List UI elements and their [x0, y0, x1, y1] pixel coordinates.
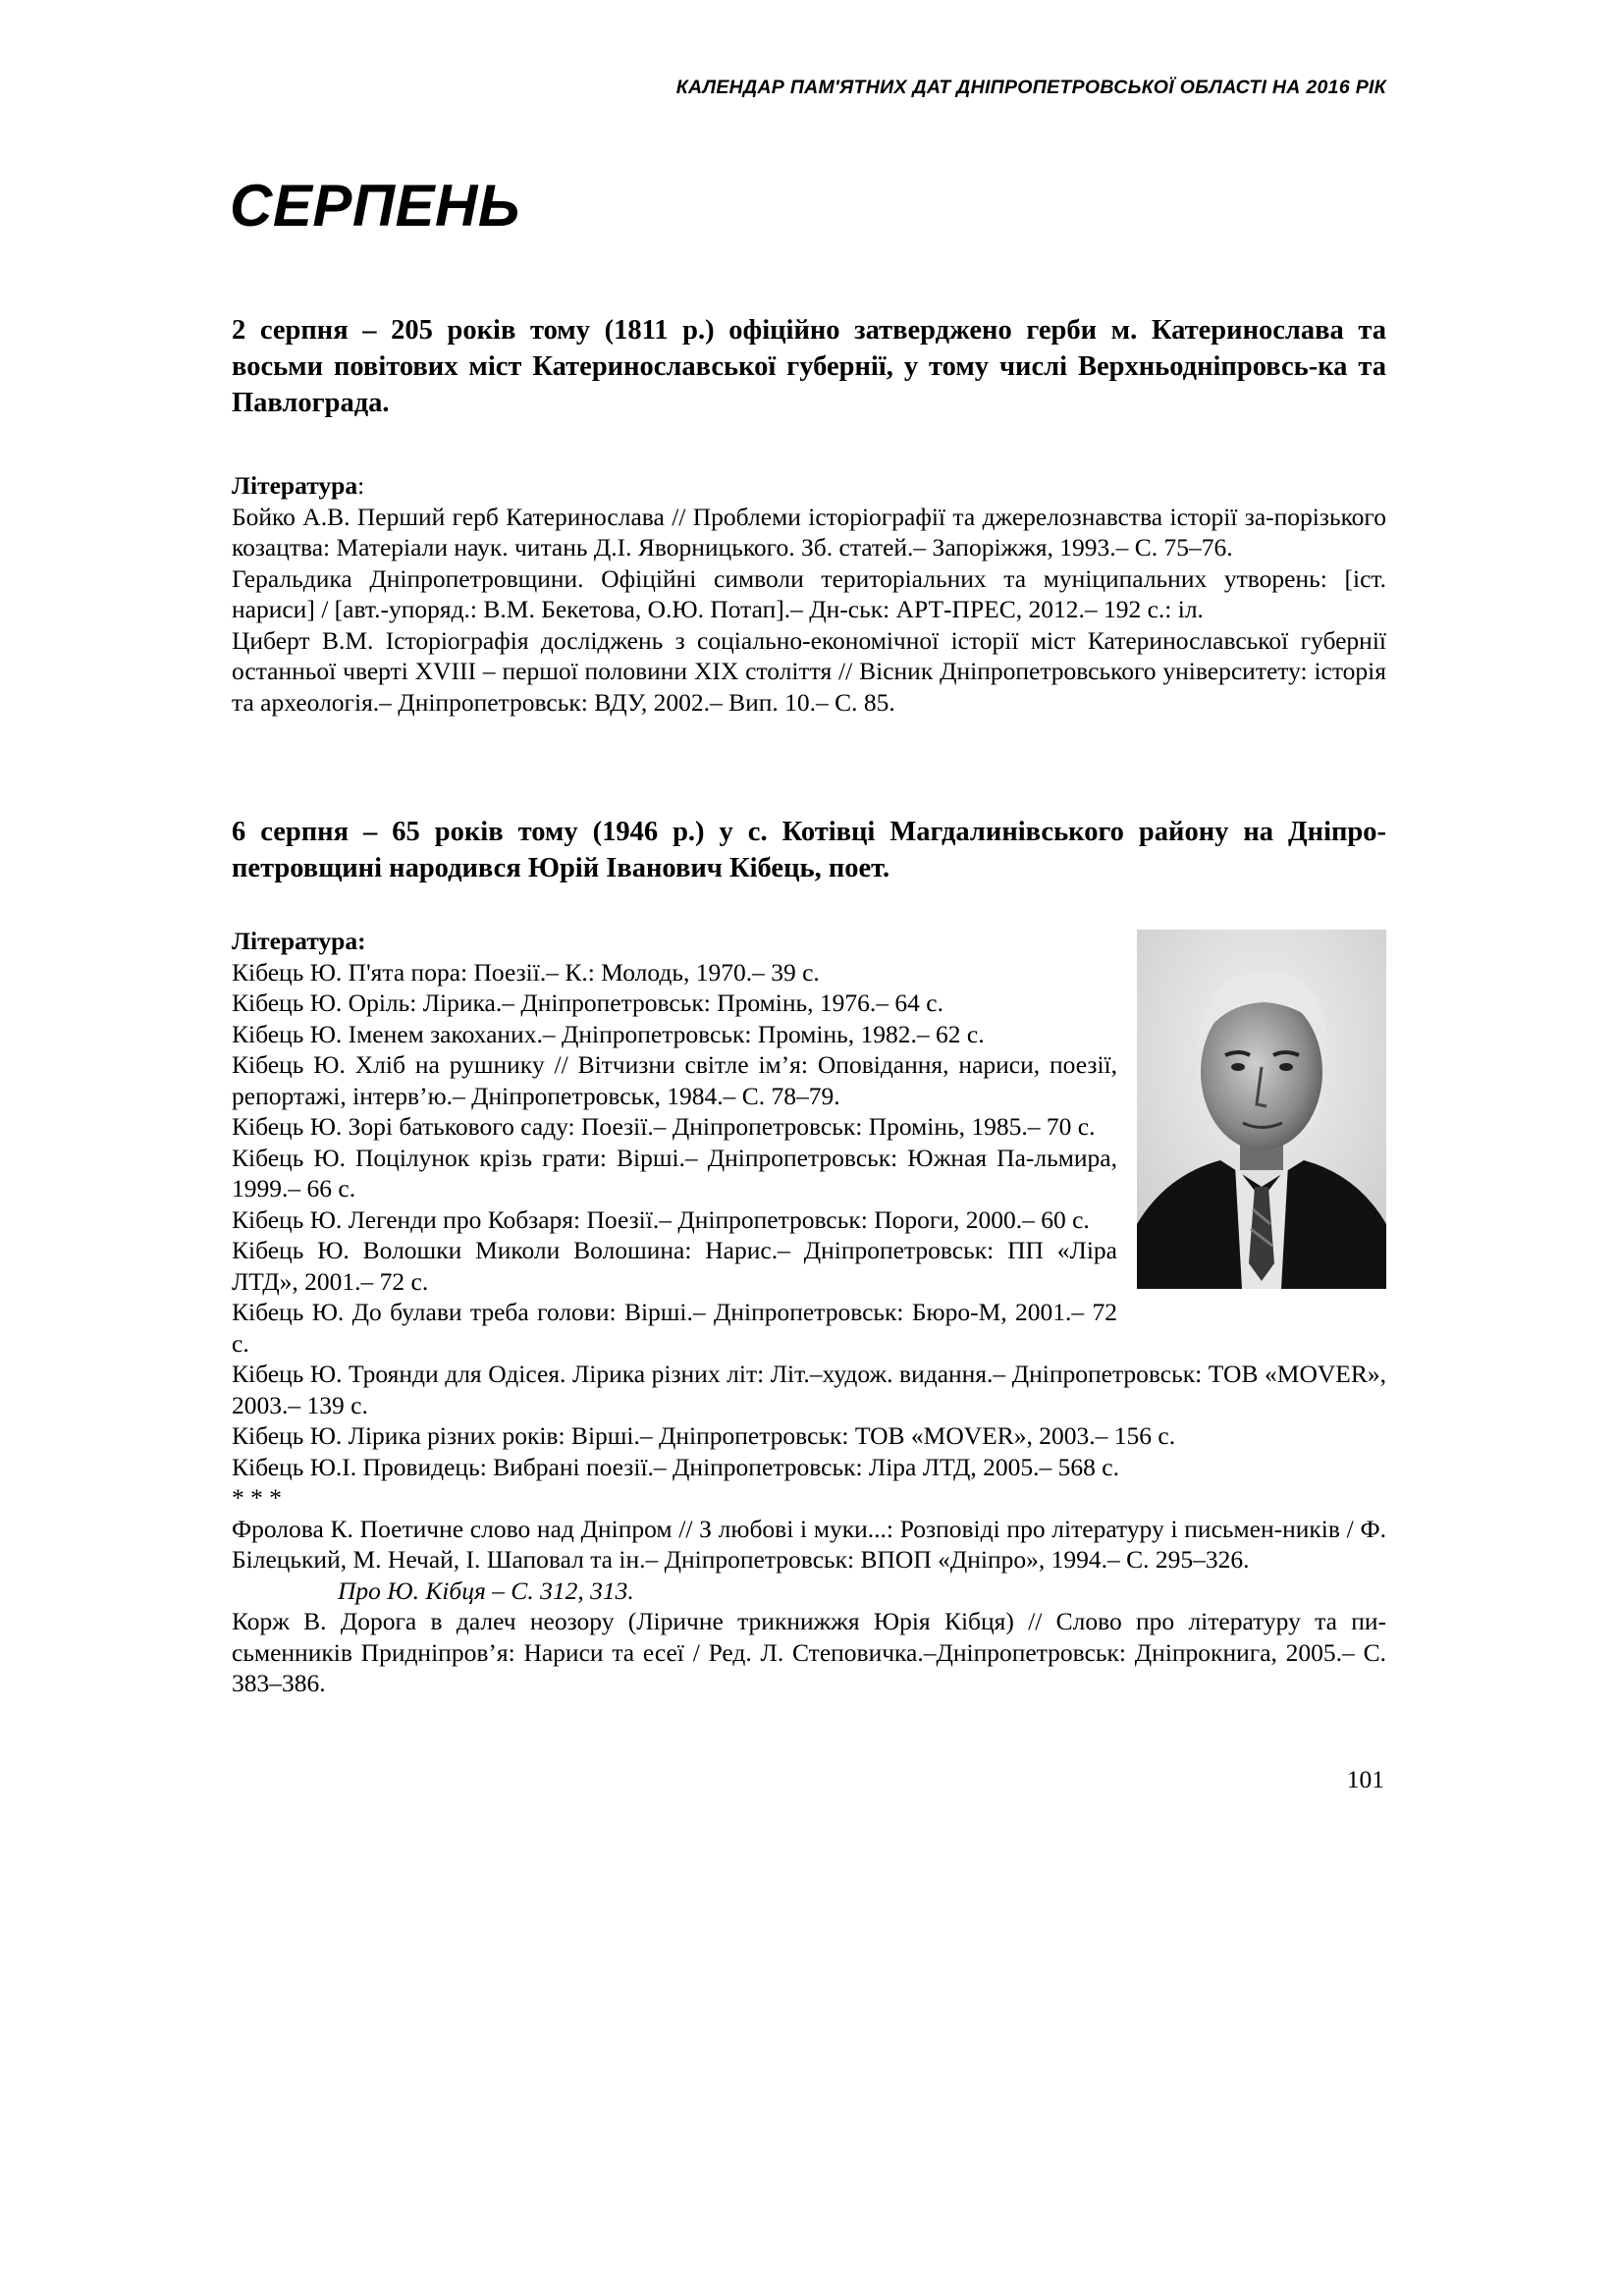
page-number: 101: [1346, 1765, 1384, 1793]
event-entry-2: [232, 814, 1386, 1699]
month-title: СЕРПЕНЬ: [230, 173, 520, 239]
running-header: КАЛЕНДАР ПАМ'ЯТНИХ ДАТ ДНІПРОПЕТРОВСЬКОЇ ОБЛАСТІ НА 2016 РІК: [675, 77, 1386, 98]
reference-item: Кібець Ю. До булави треба голови: Вірші.– Дніпропетровськ: Бюро-М, 2001.– 72 с.: [232, 1298, 1117, 1358]
literature-heading: Література:: [232, 471, 365, 500]
page-content: [232, 312, 1386, 1699]
reference-item: Кібець Ю. Поцілунок крізь грати: Вірші.– Дніпропетровськ: Южная Па-льмира, 1999.– 66 с.: [232, 1143, 1117, 1202]
portrait-photo: [1137, 930, 1386, 1289]
reference-item: Геральдика Дніпропетровщини. Офіційні символи територіальних та муніципальних утворень: [іст. нариси] / [авт.-упоряд.: В.М. Бекетова, О.Ю. Потап].– Дн-ськ: АРТ-ПРЕС, 2012.– 192 с.: іл.: [232, 563, 1386, 623]
portrait-image: [1137, 930, 1386, 1289]
reference-item: Кібець Ю. Зорі батькового саду: Поезії.– Дніпропетровськ: Промінь, 1985.– 70 с.: [232, 1112, 1096, 1141]
reference-item: Кібець Ю. П'ята пора: Поезії.– К.: Молодь, 1970.– 39 с.: [232, 957, 820, 987]
reference-item: Кібець Ю. Троянди для Одісея. Лірика різних літ: Літ.–худож. видання.– Дніпропетровськ: ТОВ «MOVER», 2003.– 139 с.: [232, 1360, 1386, 1419]
reference-item: Кібець Ю. Іменем закоханих.– Дніпропетровськ: Промінь, 1982.– 62 с.: [232, 1019, 985, 1048]
reference-item: Корж В. Дорога в далеч неозору (Ліричне трикнижжя Юрія Кібця) // Слово про літературу та пи-сьменників Придніпров’я: Нариси та есеї / Ред. Л. Степовичка.–Дніпропетровськ: Дніпрокнига, 2005.– С. 383–386.: [232, 1607, 1386, 1697]
reference-note: Про Ю. Кібця – С. 312, 313.: [338, 1575, 634, 1605]
reference-item: Кібець Ю. Легенди про Кобзаря: Поезії.– Дніпропетровськ: Пороги, 2000.– 60 с.: [232, 1204, 1090, 1234]
event-entry-1: [232, 312, 1386, 718]
reference-item: Кібець Ю. Оріль: Лірика.– Дніпропетровськ: Промінь, 1976.– 64 с.: [232, 988, 943, 1017]
reference-item: Циберт В.М. Історіографія досліджень з соціально-економічної історії міст Катеринославської губернії останньої чверті XVIII – першої половини XIX століття // Вісник Дніпропетровського університету: історія та археологія.– Дніпропетровськ: ВДУ, 2002.– Вип. 10.– С. 85.: [232, 625, 1386, 717]
reference-item: Кібець Ю.І. Провидець: Вибрані поезії.– Дніпропетровськ: Ліра ЛТД, 2005.– 568 с.: [232, 1452, 1119, 1481]
reference-item: Кібець Ю. Волошки Миколи Волошина: Нарис.– Дніпропетровськ: ПП «Ліра ЛТД», 2001.– 72 с.: [232, 1236, 1117, 1296]
reference-item: Кібець Ю. Хліб на рушнику // Вітчизни світле ім’я: Оповідання, нариси, поезії, репортажі, інтерв’ю.– Дніпропетровськ, 1984.– С. 78–79.: [232, 1050, 1117, 1110]
reference-item: Кібець Ю. Лірика різних років: Вірші.– Дніпропетровськ: ТОВ «MOVER», 2003.– 156 с.: [232, 1421, 1176, 1450]
reference-item: Бойко А.В. Перший герб Катеринослава // Проблеми історіографії та джерелознавства історії за-порізького козацтва: Матеріали наук. читань Д.І. Яворницького. Зб. статей.– Запоріжжя, 1993.– С. 75–76.: [232, 502, 1386, 561]
literature-heading: Література:: [232, 927, 366, 955]
reference-item: Фролова К. Поетичне слово над Дніпром // З любові і муки...: Розповіді про літературу і письмен-ників / Ф. Білецький, М. Нечай, І. Шаповал та ін.– Дніпропетровськ: ВПОП «Дніпро», 1994.– С. 295–326.: [232, 1514, 1386, 1574]
event-title: 2 серпня – 205 років тому (1811 р.) офіційно затверджено герби м. Катеринослава та восьми повітових міст Катеринославської губернії, у тому числі Верхньодніпровсь-ка та Павлограда.: [232, 315, 1386, 418]
event-title: 6 серпня – 65 років тому (1946 р.) у с. Котівці Магдалинівського району на Дніпро-петровщині народився Юрій Іванович Кібець, поет.: [232, 817, 1386, 883]
section-separator: * * *: [232, 1483, 282, 1512]
